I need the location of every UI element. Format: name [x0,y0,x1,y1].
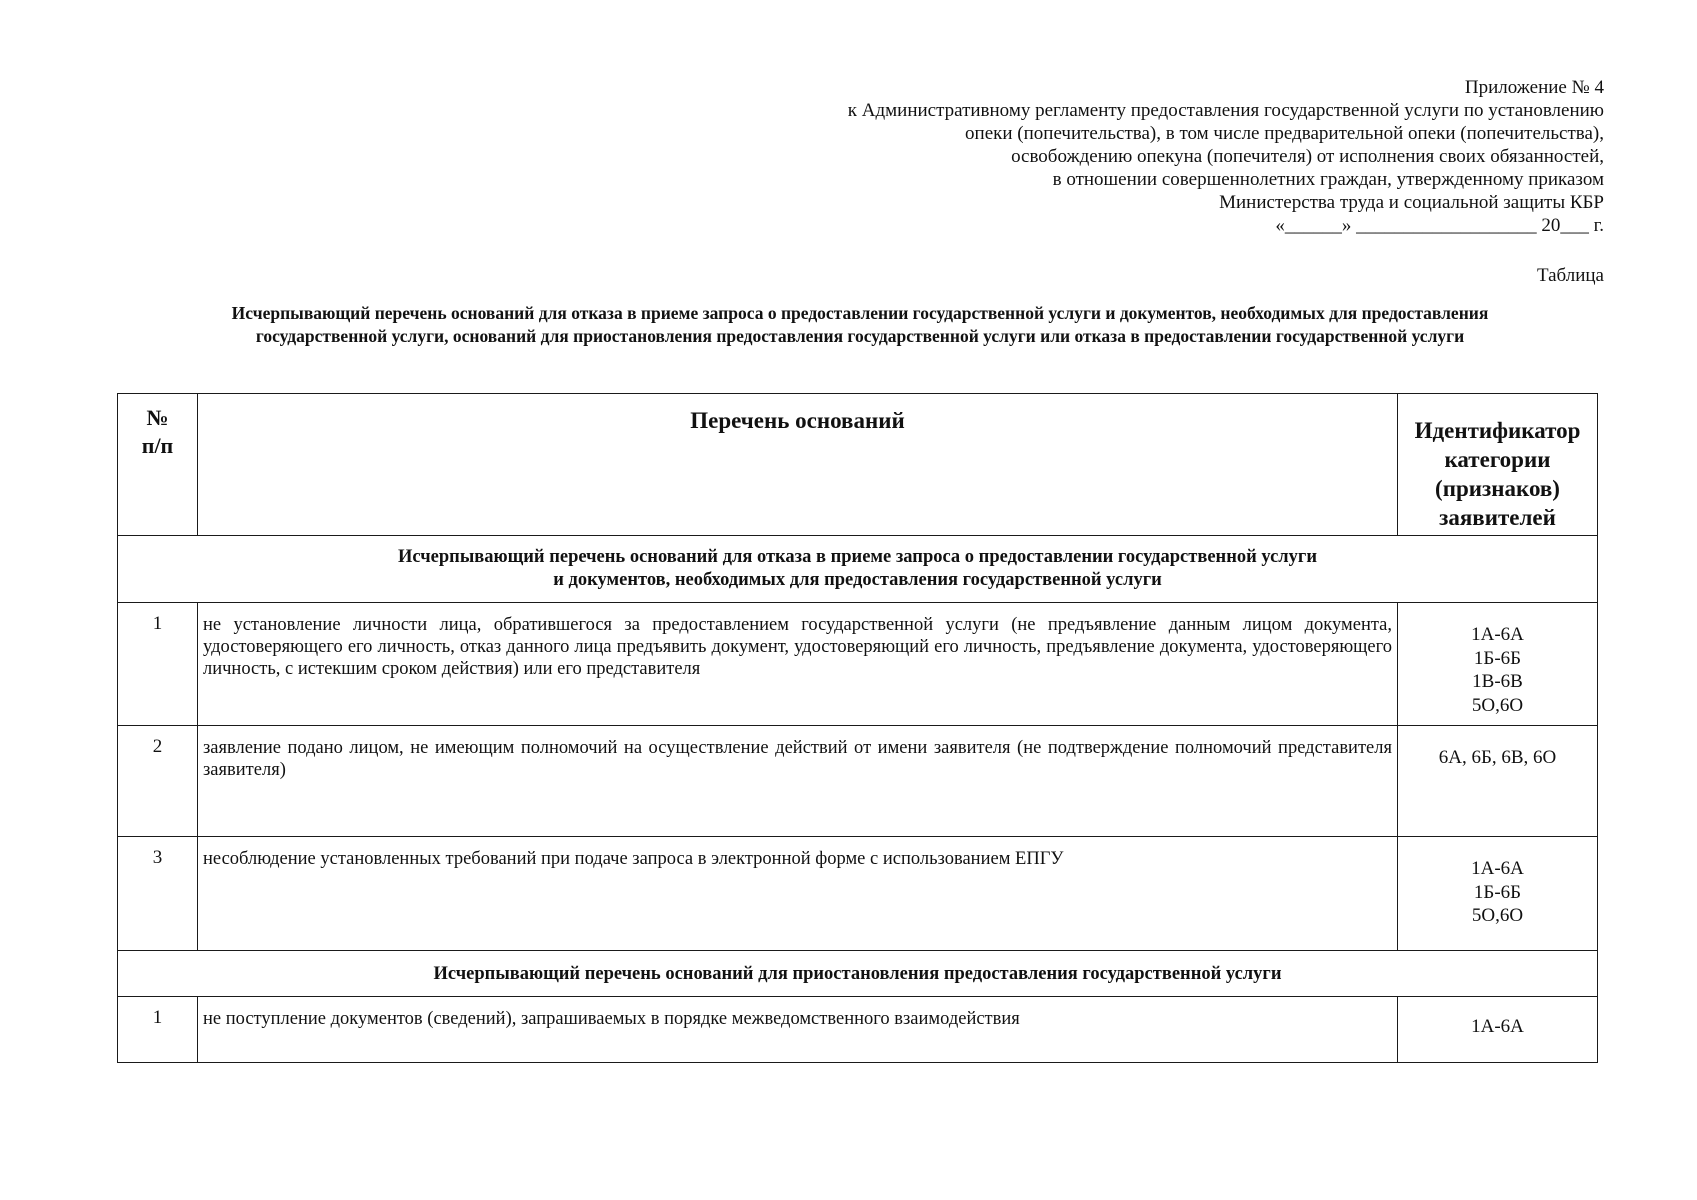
annex-line: освобождению опекуна (попечителя) от исполнения своих обязанностей, [1011,146,1604,167]
row-ground-text: заявление подано лицом, не имеющим полномочий на осуществление действий от имени заявителя (не подтверждение полномочий представителя заявителя) [198,726,1398,837]
annex-line: Приложение № 4 [1464,77,1604,98]
row-ground-text: не поступление документов (сведений), запрашиваемых в порядке межведомственного взаимодействия [198,997,1398,1063]
header-grounds: Перечень оснований [198,394,1398,536]
section-row [118,951,1598,997]
row-number: 2 [118,726,198,837]
annex-line: Министерства труда и социальной защиты КБР [1219,192,1604,213]
section-line: Исчерпывающий перечень оснований для приостановления предоставления государственной услуги [433,964,1282,984]
applicant-id: 1Б-6Б [1473,881,1522,903]
applicant-id: 1В-6В [1472,671,1523,692]
table-header-row [118,394,1598,536]
row-ground-text: не установление личности лица, обратившегося за предоставлением государственной услуги (не предъявление данным лицом документа, удостоверяющего его личность, отказ данного лица предъявить документ, удостоверяющий его личность, предъявление документа, удостоверяющего личность, с истекшим сроком действия) или его представителя [198,603,1398,726]
applicant-id: 5О,6О [1471,694,1524,716]
section-line: и документов, необходимых для предоставления государственной услуги [553,570,1162,590]
annex-line: в отношении совершеннолетних граждан, утвержденному приказом [1052,169,1604,190]
header-id-line: Идентификатор [1414,418,1581,443]
applicant-id: 1А-6А [1471,1016,1524,1037]
section-heading-suspension [118,951,1598,997]
table-label: Таблица [1536,265,1604,286]
applicant-id: 1Б-6Б [1473,647,1522,669]
header-applicant-category [1398,394,1598,536]
title-line: Исчерпывающий перечень оснований для отказа в приеме запроса о предоставлении государственной услуги и документов, необходимых для предоставления [231,303,1489,323]
table-row [118,726,1598,837]
section-row [118,536,1598,603]
header-id-line: категории [1444,447,1551,472]
section-line: Исчерпывающий перечень оснований для отказа в приеме запроса о предоставлении государственной услуги [398,547,1317,567]
row-applicant-ids [1398,603,1598,726]
title-line: государственной услуги, оснований для приостановления предоставления государственной услуги или отказа в предоставлении государственной услуги [255,326,1465,346]
applicant-id: 6А, 6Б, 6В, 6О [1438,747,1557,768]
row-number: 3 [118,837,198,951]
table-row [118,997,1598,1063]
header-number-abbr: п/п [141,433,174,458]
annex-line: к Административному регламенту предоставления государственной услуги по установлению [847,100,1604,121]
applicant-id: 1А-6А [1471,624,1524,645]
table-row [118,837,1598,951]
document-title [110,302,1610,348]
section-heading-refusal [118,536,1598,603]
header-number [118,394,198,536]
row-ground-text: несоблюдение установленных требований при подаче запроса в электронной форме с использованием ЕПГУ [198,837,1398,951]
annex-date-line: «______» ___________________ 20___ г. [1275,215,1604,236]
grounds-table [117,393,1598,1063]
header-id-line: (признаков) [1435,476,1560,501]
row-applicant-ids [1398,726,1598,837]
applicant-id: 1А-6А [1471,858,1524,879]
annex-block [704,76,1604,237]
applicant-id: 5О,6О [1471,905,1524,926]
row-number: 1 [118,603,198,726]
annex-line: опеки (попечительства), в том числе предварительной опеки (попечительства), [965,123,1604,144]
row-applicant-ids [1398,997,1598,1063]
table-row [118,603,1598,726]
row-number: 1 [118,997,198,1063]
header-id-line: заявителей [1439,505,1556,530]
row-applicant-ids [1398,837,1598,951]
header-number-symbol: № [146,405,169,430]
